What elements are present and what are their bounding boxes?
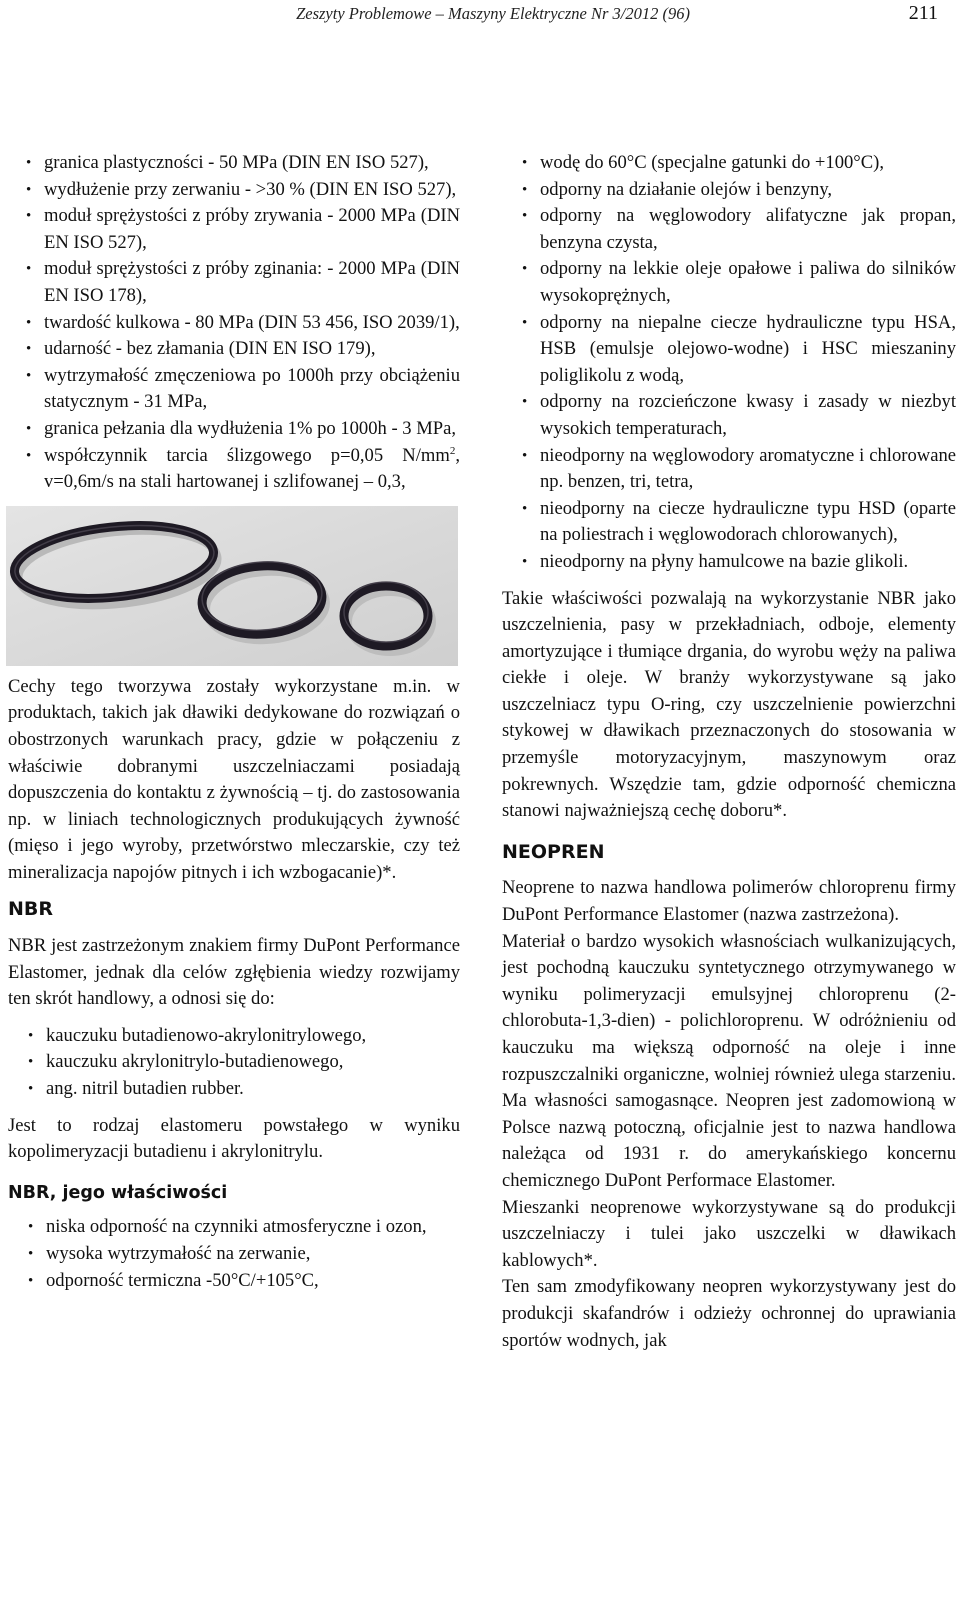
list-item: • odporność termiczna -50°C/+105°C, <box>8 1268 460 1295</box>
nbr-intro-paragraph: NBR jest zastrzeżonym znakiem firmy DuPont Performance Elastomer, jednak dla celów zgłębienia wiedzy rozwijamy ten skrót handlowy, a odnosi się do: <box>8 935 460 1010</box>
neoprene-paragraph-1: Neoprene to nazwa handlowa polimerów chloroprenu firmy DuPont Performance Elastomer (nazwa zastrzeżona). <box>502 877 956 926</box>
list-item: • wydłużenie przy zerwaniu - >30 % (DIN EN ISO 527), <box>8 177 460 204</box>
list-item: • odporny na działanie olejów i benzyny, <box>502 177 956 204</box>
list-item: • odporny na niepalne ciecze hydrauliczne typu HSA, HSB (emulsje olejowo-wodne) i HSC mieszaniny poliglikolu z wodą, <box>502 310 956 390</box>
list-item: • moduł sprężystości z próby zginania: - 2000 MPa (DIN EN ISO 178), <box>8 256 460 309</box>
o-rings-photo <box>6 506 458 666</box>
section-heading-nbr-properties: NBR, jego właściwości <box>8 1182 228 1203</box>
friction-text-b: , v=0,6m/s na stali hartowanej i szlifowanej – 0,3, <box>44 444 460 493</box>
section-heading-nbr: NBR <box>8 898 54 921</box>
list-item: • nieodporny na płyny hamulcowe na bazie glikoli. <box>502 549 956 576</box>
neoprene-paragraph-2: Materiał o bardzo wysokich własnościach wulkanizujących, jest pochodną kauczuku syntetycznego otrzymywanego w wyniku polimeryzacji emulsyjnej chloroprenu (2-chlorobuta-1,3-dien) - polichloroprenu. W odróżnieniu od kauczuku ma większą odporność na oleje i inne rozpuszczalniki organiczne, wolniej również ulega starzeniu. Ma własności samogasnące. Neopren jest zadomowioną w Polsce nazwą potoczną, oficjalnie jest to nazwa handlowa należąca od 1931 r. do amerykańskiego koncernu chemicznego DuPont Performace Elastomer. <box>502 930 956 1191</box>
list-item: • moduł sprężystości z próby zrywania - 2000 MPa (DIN EN ISO 527), <box>8 203 460 256</box>
list-item: • kauczuku butadienowo-akrylonitrylowego, <box>8 1023 460 1050</box>
material-properties-list <box>8 150 460 496</box>
right-column <box>502 150 956 1354</box>
list-item: • niska odporność na czynniki atmosferyczne i ozon, <box>8 1214 460 1241</box>
resistance-list <box>502 150 956 576</box>
nbr-terms-list <box>8 1023 460 1103</box>
section-heading-neoprene: NEOPREN <box>502 840 605 863</box>
list-item: • nieodporny na węglowodory aromatyczne i chlorowane np. benzen, tri, tetra, <box>502 443 956 496</box>
nbr-uses-paragraph: Takie właściwości pozwalają na wykorzystanie NBR jako uszczelnienia, pasy w przekładniach, odboje, elementy amortyzujące i tłumiące drgania, do wyrobu węży na paliwa ciekłe i oleje. W branży wykorzystywane są jako uszczelniacz typu O-ring, czy uszczelnienie powierzchni stykowej w dławikach przeznaczonych do stosowania w przemyśle motoryzacyjnym, maszynowym oraz pokrewnych. Wszędzie tam, gdzie odporność chemiczna stanowi najważniejszą cechę doboru*. <box>502 587 956 822</box>
list-item: • odporny na lekkie oleje opałowe i paliwa do silników wysokoprężnych, <box>502 256 956 309</box>
list-item: • twardość kulkowa - 80 MPa (DIN 53 456, ISO 2039/1), <box>8 310 460 337</box>
list-item-friction <box>8 443 460 496</box>
list-item: • ang. nitril butadien rubber. <box>8 1076 460 1103</box>
list-item: • odporny na rozcieńczone kwasy i zasady w niezbyt wysokich temperaturach, <box>502 389 956 442</box>
neoprene-paragraph-4: Ten sam zmodyfikowany neopren wykorzystywany jest do produkcji skafandrów i odzieży ochronnej do uprawiania sportów wodnych, jak <box>502 1276 956 1351</box>
journal-title: Zeszyty Problemowe – Maszyny Elektryczne Nr 3/2012 (96) <box>296 4 690 23</box>
list-item: • wytrzymałość zmęczeniowa po 1000h przy obciążeniu statycznym - 31 MPa, <box>8 363 460 416</box>
list-item: • nieodporny na ciecze hydrauliczne typu HSD (oparte na poliestrach i węglowodorach chlorowanych), <box>502 496 956 549</box>
page-number: 211 <box>908 2 938 24</box>
list-item: • odporny na węglowodory alifatyczne jak propan, benzyna czysta, <box>502 203 956 256</box>
list-item: • kauczuku akrylonitrylo-butadienowego, <box>8 1049 460 1076</box>
nbr-properties-list <box>8 1214 460 1294</box>
page-header <box>0 0 960 34</box>
superscript: 2 <box>449 444 456 457</box>
friction-text-a: współczynnik tarcia ślizgowego p=0,05 N/mm <box>44 444 450 466</box>
usage-paragraph: Cechy tego tworzywa zostały wykorzystane m.in. w produktach, takich jak dławiki dedykowane do rozwiązań o obostrzonych warunkach pracy, gdzie w połączeniu z właściwie dobranymi uszczelniaczami posiadają dopuszczenia do kontaktu z żywnością – tj. do zastosowania np. w liniach technologicznych produkujących żywność (mięso i jego wyroby, przetwórstwo mleczarskie, czy też mineralizacja napojów pitnych i ich wzbogacanie)*. <box>8 675 460 883</box>
nbr-definition: Jest to rodzaj elastomeru powstałego w wyniku kopolimeryzacji butadienu i akrylonitrylu. <box>8 1114 460 1163</box>
list-item: • udarność - bez złamania (DIN EN ISO 179), <box>8 336 460 363</box>
list-item: • granica pełzania dla wydłużenia 1% po 1000h - 3 MPa, <box>8 416 460 443</box>
left-column <box>8 150 460 1294</box>
list-item: • wodę do 60°C (specjalne gatunki do +100°C), <box>502 150 956 177</box>
neoprene-paragraph-3: Mieszanki neoprenowe wykorzystywane są do produkcji uszczelniaczy i tulei jako uszczelki w dławikach kablowych*. <box>502 1196 956 1271</box>
list-item: • granica plastyczności - 50 MPa (DIN EN ISO 527), <box>8 150 460 177</box>
list-item: • wysoka wytrzymałość na zerwanie, <box>8 1241 460 1268</box>
